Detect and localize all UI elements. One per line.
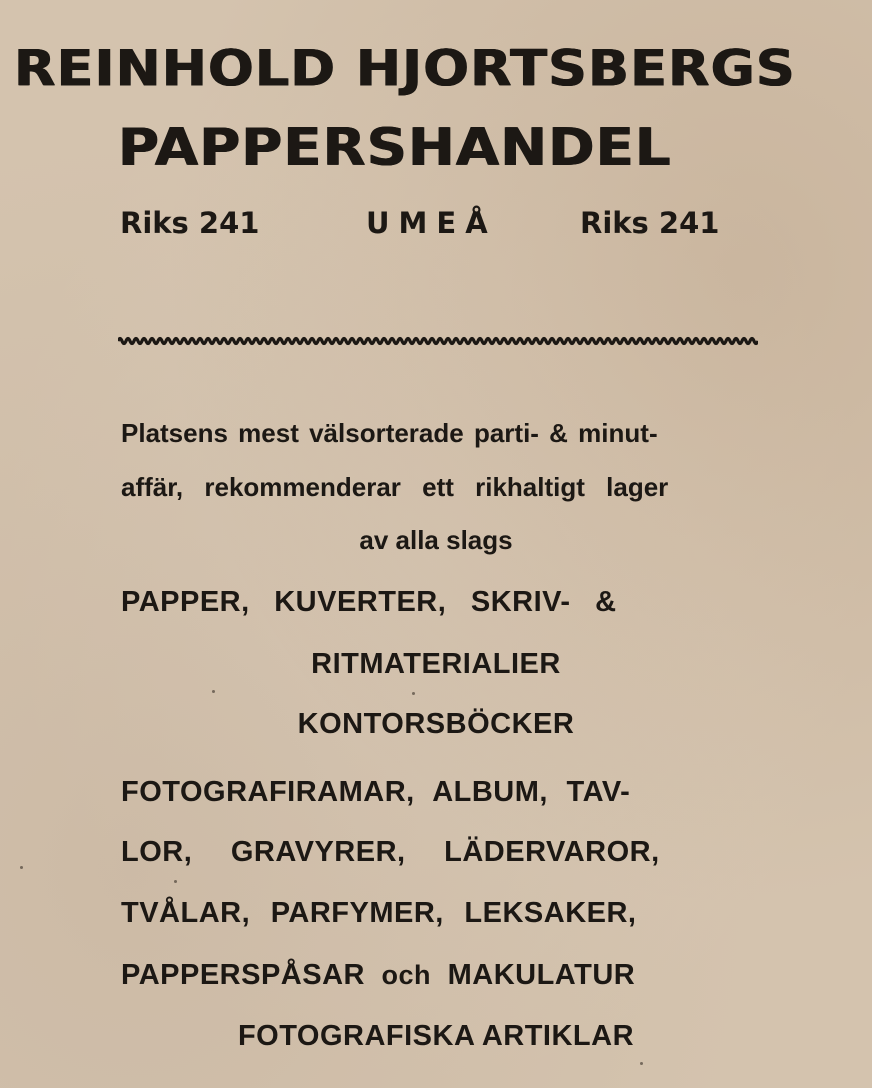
goods-line-3: KONTORSBÖCKER: [297, 708, 575, 740]
intro-line-2: affär, rekommenderar ett rikhaltigt lager: [121, 472, 669, 502]
goods-line-7-part-c: MAKULATUR: [447, 959, 636, 991]
city-name: UMEÅ: [366, 206, 497, 240]
wavy-divider: [118, 334, 758, 348]
print-speck: [20, 866, 23, 869]
intro-line-1: Platsens mest välsorterade parti- & minut-: [121, 418, 658, 448]
goods-line-6: TVÅLAR, PARFYMER, LEKSAKER,: [121, 897, 637, 929]
phone-number-right: Riks 241: [580, 206, 720, 240]
firm-name: REINHOLD HJORTSBERGS: [14, 39, 796, 98]
goods-line-5: LOR, GRAVYRER, LÄDERVAROR,: [121, 836, 660, 868]
goods-line-4: FOTOGRAFIRAMAR, ALBUM, TAV-: [121, 776, 631, 808]
goods-line-7-conjunction: och: [381, 960, 432, 990]
goods-line-7-part-a: PAPPERSPÅSAR: [121, 959, 365, 991]
goods-line-2: RITMATERIALIER: [311, 648, 561, 680]
goods-line-1: PAPPER, KUVERTER, SKRIV- &: [121, 586, 617, 618]
goods-line-7: [121, 961, 635, 990]
print-speck: [640, 1062, 643, 1065]
firm-type: PAPPERSHANDEL: [118, 117, 672, 178]
print-speck: [212, 690, 215, 693]
phone-number-left: Riks 241: [120, 206, 260, 240]
print-speck: [174, 880, 177, 883]
print-speck: [412, 692, 415, 695]
intro-line-3: av alla slags: [359, 525, 513, 555]
goods-line-8: FOTOGRAFISKA ARTIKLAR: [237, 1020, 635, 1052]
